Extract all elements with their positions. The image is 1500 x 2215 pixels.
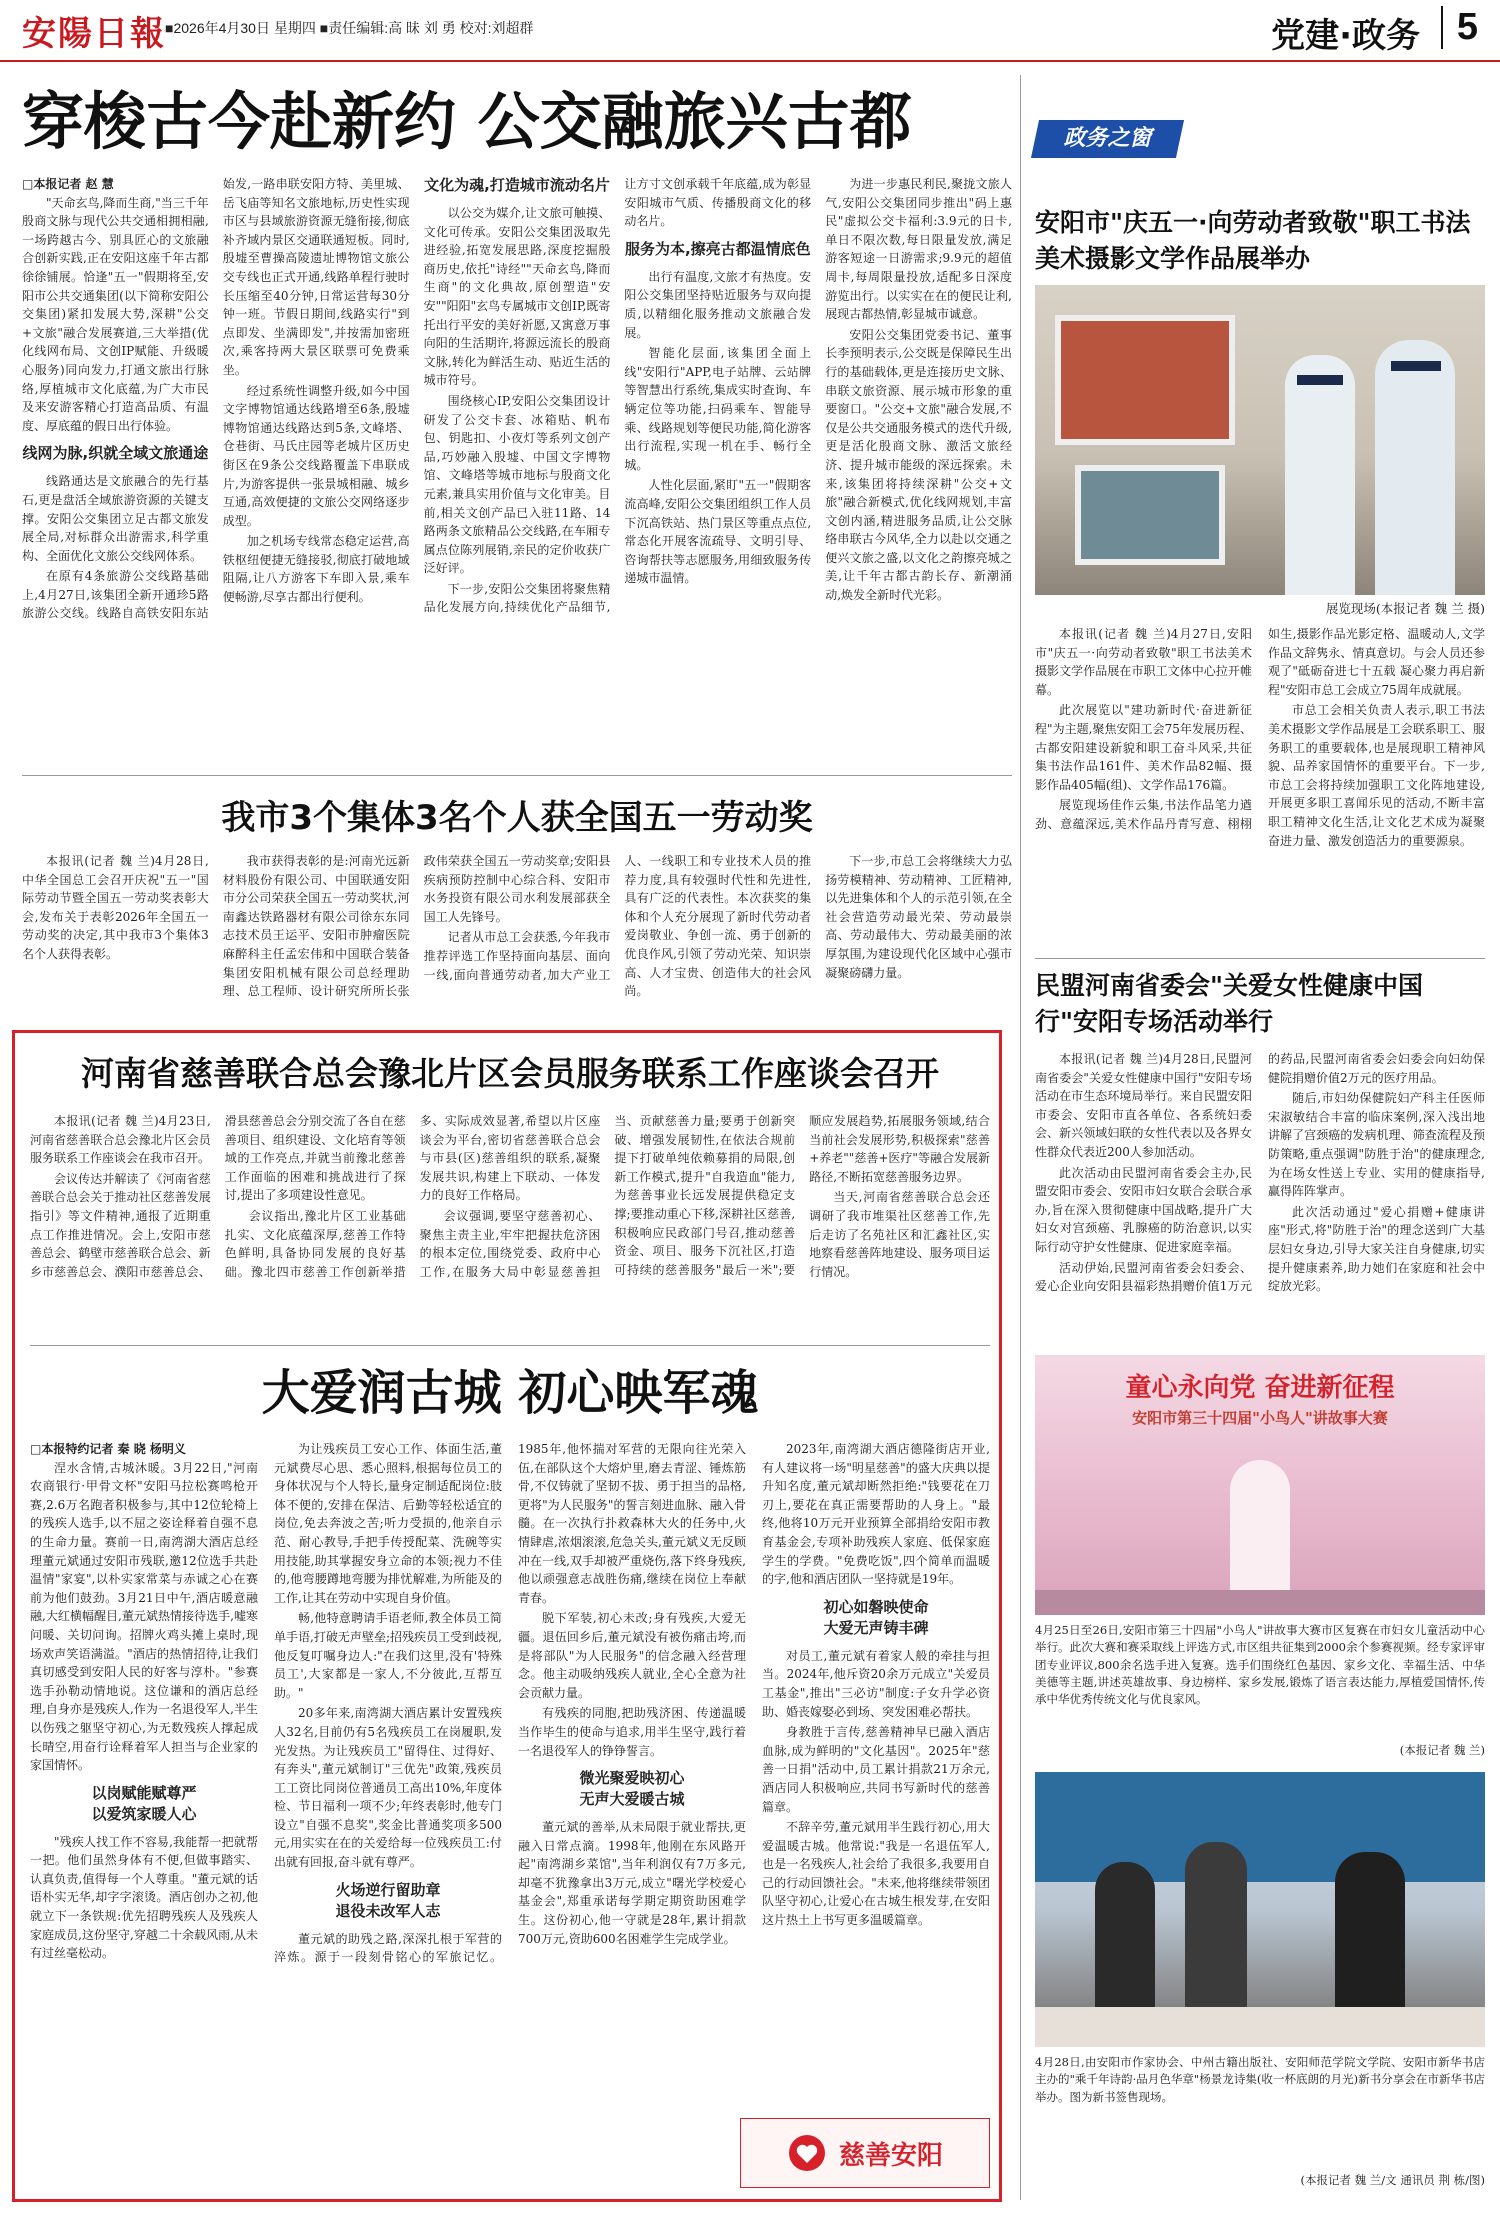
- story-contest-photo: [1035, 1355, 1485, 1615]
- lead-paragraph: 出行有温度,文旅才有热度。安阳公交集团坚持贴近服务与双向提质,以精细化服务推动文旅融合发展。: [624, 269, 812, 340]
- divider: [1035, 958, 1485, 959]
- charity-paragraph: 当天,河南省慈善联合总会还调研了我市堆渠社区慈善工作,先后走访了名苑社区和汇鑫社区,实地察看慈善阵地建设、服务项目运行情况。: [809, 1190, 990, 1279]
- charity-logo-text: 慈善安阳: [838, 2140, 943, 2171]
- hero-paragraph: 2023年,南湾湖大酒店德隆街店开业,有人建议将一场"明星慈善"的盛大庆典以提升知名度,董元斌却断然拒绝:"钱要花在刀刃上,要花在真正需要帮助的人身上。"最终,他将10万元开业预算全部捐给安阳市教育基金会,专项补助残疾人家庭、低保家庭学生的学费。"免费吃饭",四个简单而温暖的字,他和酒店团队一坚持就是19年。: [762, 1442, 990, 1587]
- hero-paragraph: 有残疾的同胞,把助残济困、传递温暖当作毕生的使命与追求,用半生坚守,践行着一名退役军人的铮铮誓言。: [518, 1706, 746, 1758]
- labor-paragraph: 记者从市总工会获悉,今年我市推荐评选工作坚持面向基层、面向一线,面向普通劳动者,加大产业工人、一线职工和专业技术人员的推荐力度,具有较强时代性和先进性,具有广泛的代表性。本次获奖的集体和个人充分展现了新时代劳动者爱岗敬业、争创一流、勇于创新的优良作风,引领了劳动光荣、知识崇高、人才宝贵、创造伟大的社会风尚。: [423, 854, 812, 999]
- hero-paragraph: 董元斌的善举,从未局限于就业帮扶,更融入日常点滴。1998年,他刚在东风路开起"南湾湖乡菜馆",当年利润仅有7万多元,却毫不犹豫拿出3万元,成立"曙光学校爱心基金会",郑重承诺每学期定期资助困难学生。这份初心,他一守就是28年,累计捐款700万元,资助600名困难学生完成学业。: [518, 1820, 746, 1946]
- art-paragraph: 展览现场佳作云集,书法作品笔力遒劲、意蕴深远,美术作品丹青写意、栩栩如生,摄影作品光影定格、温暖动人,文学作品文辞隽永、情真意切。与会人员还参观了"砥砺奋进七十五载 凝心聚力再启新程"安阳市总工会成立75周年成就展。: [1035, 627, 1485, 831]
- hero-paragraph: 不辞辛劳,董元斌用半生践行初心,用大爱温暖古城。他常说:"我是一名退伍军人,也是一名残疾人,社会给了我很多,我要用自己的行动回馈社会。"未来,他将继续带领团队坚守初心,让爱心在古城生根发芽,在安阳这片热土上书写更多温暖篇章。: [762, 1820, 990, 1928]
- visitor-figure: [1375, 340, 1455, 595]
- contest-banner-subtitle: 安阳市第三十四届"小鸟人"讲故事大赛: [1132, 1409, 1388, 1427]
- hero-story-body: [30, 1440, 990, 2188]
- art-paragraph: 此次展览以"建功新时代·奋进新征程"为主题,聚焦安阳工会75年发展历程、古都安阳建设新貌和职工奋斗风采,共征集书法作品161件、美术作品82幅、摄影作品405幅(组)、文学作品176篇。: [1035, 703, 1252, 792]
- hero-subhead: 微光聚爱映初心 无声大爱暖古城: [579, 1769, 685, 1809]
- hero-story-headline: 大爱润古城 初心映军魂: [261, 1365, 759, 1421]
- art-paragraph: 本报讯(记者 魏 兰)4月27日,安阳市"庆五一·向劳动者致敬"职工书法美术摄影文学作品展在市职工文体中心拉开帷幕。: [1035, 627, 1252, 697]
- section-title: 党建·政务: [1271, 16, 1420, 56]
- lead-paragraph: 智能化层面,该集团全面上线"安阳行"APP,电子站牌、云站牌等智慧出行系统,集成实时查询、车辆定位等功能,扫码乘车、智能导乘、线路规划等便民功能,简化游客出行流程,实现一机在手、畅行全城。: [624, 346, 812, 472]
- hero-byline: □本报特约记者 秦 晓 杨明义: [30, 1442, 186, 1456]
- labor-award-headline: 我市3个集体3名个人获全国五一劳动奖: [221, 798, 813, 838]
- charity-anyang-logo: [740, 2118, 990, 2188]
- column-divider: [1020, 75, 1021, 2200]
- art-exhibition-body: [1035, 625, 1485, 950]
- lead-subhead: 线网为脉,织就全域文旅通途: [22, 444, 209, 463]
- women-health-headline: 民盟河南省委会"关爱女性健康中国行"安阳专场活动举行: [1035, 971, 1424, 1036]
- exhibit-frame: [1075, 465, 1225, 565]
- women-paragraph: 此次活动通过"爱心捐赠+健康讲座"形式,将"防胜于治"的理念送到广大基层妇女身边,引导大家关注自身健康,切实提升健康素养,助力她们在家庭和社会中绽放光彩。: [1268, 1204, 1485, 1294]
- labor-paragraph: 我市获得表彰的是:河南光远新材料股份有限公司、中国联通安阳市分公司荣获全国五一劳动奖状,河南鑫达铁路器材有限公司徐东东同志技术员王运平、安阳市肿瘤医院麻醉科主任孟宏伟和中国联合装备集团安阳机械有限公司总经理助理、总工程师、设计研究所所长张政伟荣获全国五一劳动奖章;安阳县疾病预防控制中心综合科、安阳市水务投资有限公司水利发展部获全国工人先锋号。: [222, 854, 611, 999]
- lead-paragraph: 安阳公交集团党委书记、董事长李预明表示,公交既是保障民生出行的基础载体,更是连接历史文脉、串联文旅资源、展示城市形象的重要窗口。"公交+文旅"融合发展,不仅是公共交通服务模式的迭代升级,更是活化殷商文脉、激活文旅经济、提升城市能级的深远探索。未来,该集团将持续深耕"公交+文旅"融合新模式,优化线网规划,丰富文创内涵,精进服务品质,让公交脉络串联古今风华,全力以赴以交通之便兴文旅之盛,以文化之韵擦亮城之美,让千年古都古韵长存、新潮涌动,焕发全新时代光彩。: [825, 327, 1012, 603]
- lead-subhead: 服务为本,擦亮古都温情底色: [624, 239, 811, 258]
- charity-paragraph: 会议强调,要坚守慈善初心、聚焦主责主业,牢牢把握扶危济困的根本定位,围绕党委、政府中心工作,在服务大局中彰显慈善担当、贡献慈善力量;要勇于创新突破、增强发展韧性,在依法合规前提下打破单纯依赖募捐的局限,创新工作模式,提升"自我造血"能力,为慈善事业长远发展提供稳定支撑;要推动重心下移,深耕社区慈善,积极响应民政部门号召,推动慈善资金、项目、服务下沉社区,打造可持续的慈善服务"最后一米";要顺应发展趋势,拓展服务领域,结合当前社会发展形势,积极探索"慈善+养老""慈善+医疗"等融合发展新路径,不断拓宽慈善服务边界。: [419, 1114, 990, 1279]
- hero-subhead: 以岗赋能赋尊严 以爱筑家暖人心: [91, 1783, 197, 1823]
- hero-paragraph: 为让残疾员工安心工作、体面生活,董元斌费尽心思、悉心照料,根据每位员工的身体状况与个人特长,量身定制适配岗位:肢体不便的,安排在保洁、后勤等轻松适宜的岗位,免去奔波之苦;听力受损的,他亲自示范、耐心教导,手把手传授配菜、洗碗等实用技能,助其掌握安身立命的本领;视力不佳的,他弯腰蹲地弯腰为排忧解难,为所能及的工作,让其在劳动中实现自身价值。: [274, 1442, 502, 1605]
- hero-paragraph: 董元斌的助残之路,深深扎根于军营的淬炼。源于一段刻骨铭心的军旅记忆。1985年,他怀揣对军营的无限向往光荣入伍,在部队这个大熔炉里,磨去青涩、锤炼筋骨,不仅铸就了坚韧不拔、勇于担当的品格,更将"为人民服务"的誓言刻进血脉、融入骨髓。在一次执行扑救森林大火的任务中,火情肆虐,浓烟滚滚,危急关头,董元斌义无反顾冲在一线,双手却被严重烧伤,落下终身残疾,他以顽强意志战胜伤痛,继续在岗位上奉献青春。: [274, 1442, 746, 1965]
- stage-floor: [1035, 1590, 1485, 1615]
- uniform-cap: [1297, 375, 1343, 385]
- charity-paragraph: 会议指出,豫北片区工业基础扎实、文化底蕴深厚,慈善工作特色鲜明,具备协同发展的良好基础。豫北四市慈善工作创新举措多、实际成效显著,希望以片区座谈会为平台,密切省慈善联合总会与市县(区)慈善组织的联系,凝聚发展共识,构建上下联动、一体发力的良好工作格局。: [224, 1114, 601, 1279]
- lead-byline: □本报记者 赵 慧: [22, 177, 114, 191]
- women-paragraph: 随后,市妇幼保健院妇产科主任医师宋淑敏结合丰富的临床案例,深入浅出地讲解了宫颈癌的发病机理、筛查流程及预防策略,重点强调"防胜于治"的健康理念,为在场女性送上专业、实用的健康指导,赢得阵阵掌声。: [1268, 1091, 1485, 1199]
- charity-paragraph: 会议传达并解读了《河南省慈善联合总会关于推动社区慈善发展指引》等文件精神,通报了近期重点工作推进情况。会上,安阳市慈善总会、鹤壁市慈善联合总会、新乡市慈善总会、濮阳市慈善总会、滑县慈善总会分别交流了各自在慈善项目、组织建设、文化培育等领域的工作亮点,并就当前豫北慈善工作面临的困难和挑战进行了探讨,提出了多项建设性意见。: [30, 1114, 406, 1279]
- book-signing-photo: [1035, 1772, 1485, 2047]
- lead-paragraph: 为进一步惠民利民,聚拢文旅人气,安阳公交集团同步推出"码上惠民"虚拟公交卡福利:3.9元的日卡,单日不限次数,每日限量发放,满足游客短途一日游需求;9.9元的超值周卡,每周限量投放,适配多日深度游览出行。以实实在在的便民让利,展现古都热情,彰显城市诚意。: [825, 177, 1012, 322]
- lead-headline: 穿梭古今赴新约 公交融旅兴古都: [22, 85, 912, 158]
- divider: [30, 1345, 990, 1346]
- charity-meeting-headline: 河南省慈善联合总会豫北片区会员服务联系工作座谈会召开: [81, 1054, 939, 1093]
- story-contest-caption: 4月25日至26日,安阳市第三十四届"小鸟人"讲故事大赛市区复赛在市妇女儿童活动中心举行。此次大赛和赛采取线上评选方式,市区组共征集到2000余个参赛视频。经专家评审团专业评议,800余名选手进入复赛。选手们围绕红色基因、家乡文化、幸福生活、中华美德等主题,讲述英雄故事、身边榜样、家乡发展,锻炼了语言表达能力,厚植爱国情怀,传承中华优秀传统文化与优良家风。: [1035, 1623, 1485, 1706]
- lead-paragraph: 围绕核心IP,安阳公交集团设计研发了公交卡套、冰箱贴、帆布包、钥匙扣、小夜灯等系列文创产品,巧妙融入殷墟、中国文字博物馆、文峰塔等城市地标与殷商文化元素,兼具实用价值与文化审美。目前,相关文创产品已入驻11路、14路两条文旅精品公交线路,在车厢专属点位陈列展销,亲民的定价收获广泛好评。: [423, 393, 611, 576]
- labor-award-body: [22, 852, 1012, 1017]
- hero-subhead: 初心如磐映使命 大爱无声铸丰碑: [823, 1597, 929, 1637]
- lead-article-body: [22, 175, 1012, 765]
- lead-paragraph: 线路通达是文旅融合的先行基石,更是盘活全域旅游资源的关键支撑。安阳公交集团立足古都文旅发展全局,对标群众出游需求,科学重构、全面优化文旅公交线网体系。: [22, 474, 209, 563]
- women-health-body: [1035, 1050, 1485, 1335]
- story-contest-credit: (本报记者 魏 兰): [1399, 1743, 1485, 1757]
- column-header-badge: [1031, 120, 1184, 158]
- women-paragraph: 此次活动由民盟河南省委会主办,民盟安阳市委会、安阳市妇女联合会联合承办,旨在深入贯彻健康中国战略,提升广大妇女对宫颈癌、乳腺癌的防治意识,以实际行动守护女性健康、促进家庭幸福。: [1035, 1165, 1252, 1254]
- lead-paragraph: "天命玄鸟,降而生商,"当三千年殷商文脉与现代公共交通相拥相融,一场跨越古今、别具匠心的文旅融合创新实践,正在安阳这座千年古都徐徐铺展。恰逢"五一"假期将至,安阳市公共交通集团(以下简称安阳公交集团)紧扣发展大势,深耕"公交+文旅"融合发展赛道,三大举措(优化线网布局、文创IP赋能、升级暖心服务)同向发力,打通文旅出行脉络,厚植城市文化底蕴,为广大市民及来安游客精心打造高品质、有温度、厚底蕴的假日出行体验。: [22, 195, 209, 433]
- art-paragraph: 市总工会相关负责人表示,职工书法美术摄影文学作品展是工会联系职工、服务职工的重要载体,也是展现职工精神风貌、品养家国情怀的重要平台。下一步,市总工会将持续加强职工文化阵地建设,开展更多职工喜闻乐见的活动,不断丰富职工精神文化生活,让文化艺术成为凝聚奋进力量、激发创造活力的重要源泉。: [1268, 703, 1485, 848]
- lead-paragraph: 下一步,安阳公交集团将聚焦精品化发展方向,持续优化产品细节,让方寸文创承载千年底蕴,成为彰显安阳城市气质、传播殷商文化的移动名片。: [423, 177, 812, 615]
- masthead: [0, 0, 1500, 62]
- exhibit-frame: [1055, 315, 1235, 445]
- hero-paragraph: 20多年来,南湾湖大酒店累计安置残疾人32名,目前仍有5名残疾员工在岗履职,发光发热。为让残疾员工"留得住、过得好、有奔头",董元斌制订"三优先"政策,残疾员工工资比同岗位普通员工高出10%,年度体检、节日福利一项不少;年终表彰时,他专门设立"自强不息奖",奖金比普通奖项多500元,用实实在在的关爱给每一位残疾员工:付出就有回报,奋斗就有尊严。: [274, 1706, 502, 1870]
- hero-paragraph: 畅,他特意聘请手语老师,教全体员工简单手语,打破无声壁垒;招残疾员工受到歧视,他反复叮嘱身边人:"在我们这里,没有'特殊员工',大家都是一家人,不分彼此,互帮互助。": [274, 1611, 502, 1700]
- attendee-figure: [1095, 1862, 1155, 2012]
- charity-paragraph: 本报讯(记者 魏 兰)4月23日,河南省慈善联合总会豫北片区会员服务联系工作座谈会在我市召开。: [30, 1114, 211, 1166]
- event-backdrop: [1035, 1772, 1485, 1882]
- contest-banner-title: 童心永向党 奋进新征程: [1125, 1373, 1395, 1403]
- book-signing-credit: (本报记者 魏 兰/文 通讯员 荆 栋/图): [1300, 2173, 1485, 2187]
- charity-meeting-body: [30, 1112, 990, 1337]
- labor-paragraph: 下一步,市总工会将继续大力弘扬劳模精神、劳动精神、工匠精神,以先进集体和个人的示范引领,在全社会营造劳动最光荣、劳动最崇高、劳动最伟大、劳动最美丽的浓厚氛围,为建设现代化区域中心强市凝聚磅礴力量。: [825, 854, 1012, 980]
- lead-paragraph: 加之机场专线常态稳定运营,高铁枢纽便捷无缝接驳,彻底打破地域阻隔,让八方游客下车即入景,乘车便畅游,尽享古都出行便利。: [222, 534, 410, 605]
- newspaper-logo: 安陽日報: [22, 14, 166, 54]
- women-paragraph: 本报讯(记者 魏 兰)4月28日,民盟河南省委会"关爱女性健康中国行"安阳专场活动在市生态环境局举行。来自民盟安阳市委会、安阳市直各单位、各系统妇委会、新兴领域妇联的女性代表以及各界女性群众代表近200人参加活动。: [1035, 1052, 1252, 1159]
- column-header-label: 政务之窗: [1063, 126, 1152, 151]
- page-number: 5: [1441, 6, 1478, 49]
- heart-icon: [787, 2133, 827, 2173]
- performer-figure: [1230, 1460, 1290, 1600]
- lead-paragraph: 在原有4条旅游公交线路基础上,4月27日,该集团全新开通珍5路旅游公交线。线路自高铁安阳东站始发,一路串联安阳方特、美里城、岳飞庙等知名文旅地标,历史性实现市区与县域旅游资源无缝衔接,彻底补齐域内景区交通联通短板。同时,殷墟至曹操高陵遗址博物馆文旅公交专线也正式开通,线路单程行驶时长压缩至40分钟,日常运营每30分钟一班。节假日期间,线路实行"到点即发、坐满即发",并按需加密班次,乘客持两大景区联票可免费乘坐。: [22, 177, 410, 621]
- visitor-figure: [1285, 355, 1355, 595]
- hero-paragraph: 身教胜于言传,慈善精神早已融入酒店血脉,成为鲜明的"文化基因"。2025年"慈善一日捐"活动中,员工累计捐款21万余元,酒店同人积极响应,共同书写新时代的慈善篇章。: [762, 1725, 990, 1814]
- lead-paragraph: 经过系统性调整升级,如今中国文字博物馆通达线路增至6条,殷墟博物馆通达线路达到5条,文峰塔、仓巷街、马氏庄园等老城片区历史街区在9条公交线路覆盖下串联成片,为游客提供一张景城相融、城乡互通,高效便捷的文旅公交网络逐步成型。: [222, 383, 410, 528]
- art-exhibition-headline: 安阳市"庆五一·向劳动者致敬"职工书法美术摄影文学作品展举办: [1035, 208, 1471, 273]
- hero-paragraph: 涅水含情,古城沐暖。3月22日,"河南农商银行·甲骨文杯"安阳马拉松赛鸣枪开赛,2.6万名跑者积极参与,其中12位轮椅上的残疾人选手,以不屈之姿诠释着自强不息的生命力量。赛前一日,南湾湖大酒店总经理董元斌通过安阳市残联,邀12位选手共赴温情"家宴",以朴实家常菜与赤诚之心在赛前为他们鼓劲。3月21日中午,酒店暖意融融,大红横幅醒目,董元斌热情接待选手,嘘寒问暖、关切问询。招牌火鸡头摊上桌时,现场欢声笑语满溢。"酒店的热情招待,让我们真切感受到安阳人民的好客与淳朴。"参赛选手孙勒动情地说。这位谦和的酒店总经理,自身亦是残疾人,作为一名退役军人,半生以伤残之躯坚守初心,为无数残疾人撑起成长晴空,用奋行诠释着军人担当与企业家的家国情怀。: [30, 1460, 258, 1773]
- exhibition-photo-caption: 展览现场(本报记者 魏 兰 摄): [1325, 601, 1485, 616]
- issue-info: ■2026年4月30日 星期四 ■责任编辑:高 昧 刘 勇 校对:刘超群: [165, 20, 534, 36]
- lead-paragraph: 以公交为媒介,让文旅可触摸、文化可传承。安阳公交集团汲取先进经验,拓宽发展思路,深度挖掘殷商历史,依托"诗经""天命玄鸟,降而生商"的文化典故,原创塑造"安安""阳阳"玄鸟专属城市文创IP,既寄托出行平安的美好祈愿,又寓意万事向阳的生活期许,将源远流长的殷商文脉,转化为鲜活生动、贴近生活的城市符号。: [423, 206, 611, 388]
- hero-subhead: 火场逆行留助章 退役未改军人志: [335, 1880, 441, 1920]
- lead-subhead: 文化为魂,打造城市流动名片: [424, 176, 610, 194]
- attendee-figure: [1185, 1842, 1247, 2012]
- book-signing-caption: 4月28日,由安阳市作家协会、中州古籍出版社、安阳师范学院文学院、安阳市新华书店主办的"乘千年诗韵·品月色华章"杨景龙诗集(收一杯底朗的月光)新书分享会在市新华书店举办。图为新书签售现场。: [1035, 2055, 1485, 2104]
- attendee-figure: [1335, 1852, 1405, 2017]
- hero-paragraph: 对员工,董元斌有着家人般的牵挂与担当。2024年,他斥资20余万元成立"关爱员工基金",推出"三必访"制度:子女升学必资助、婚丧嫁娶必到场、突发困难必帮扶。: [762, 1648, 990, 1719]
- women-paragraph: 活动伊始,民盟河南省委会妇委会、爱心企业向安阳县福彩热捐赠价值1万元的药品,民盟河南省委会妇委会向妇幼保健院捐赠价值2万元的医疗用品。: [1035, 1052, 1485, 1294]
- hero-paragraph: "残疾人找工作不容易,我能帮一把就帮一把。他们虽然身体有不便,但做事踏实、认真负责,值得每一个人尊重。"董元斌的话语朴实无华,却字字滚烫。酒店创办之初,他就立下一条铁规:优先招聘残疾人及残疾人家庭成员,这份坚守,穿越二十余载风雨,从未有过丝毫松动。: [30, 1834, 258, 1961]
- lead-paragraph: 人性化层面,紧盯"五一"假期客流高峰,安阳公交集团组织工作人员下沉高铁站、热门景区等重点点位,常态化开展客流疏导、文明引导、咨询帮扶等志愿服务,用细致服务传递城市温情。: [624, 478, 812, 586]
- exhibition-photo: [1035, 285, 1485, 595]
- divider: [22, 775, 1012, 776]
- labor-paragraph: 本报讯(记者 魏 兰)4月28日,中华全国总工会召开庆祝"五一"国际劳动节暨全国五一劳动奖表彰大会,发布关于表彰2026年全国五一劳动奖的决定,其中我市3个集体3名个人获得表彰。: [22, 854, 209, 961]
- hero-paragraph: 脱下军装,初心未改;身有残疾,大爱无疆。退伍回乡后,董元斌没有被伤痛击垮,而是将部队"为人民服务"的信念融入经营理念。他主动吸纳残疾人就业,全心全意为社会贡献力量。: [518, 1611, 746, 1700]
- signing-table: [1035, 2007, 1485, 2047]
- uniform-cap: [1391, 361, 1441, 371]
